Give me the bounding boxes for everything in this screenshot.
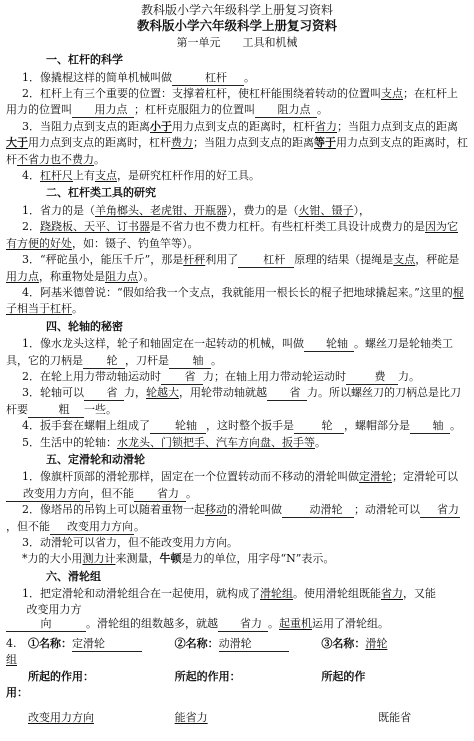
answer-blank: 省 — [84, 386, 124, 401]
s2-question-3: 3．“秤砣虽小，能压千斤”，那是杆秤利用了 杠杆 原理的结果（提绳是支点，秤砣是用力点，称重物处是阻力点）。 — [6, 253, 460, 283]
s1-question-1: 1．像撬棍这样的简单机械叫做 杠杆 。 — [22, 70, 255, 84]
answer-blank: 用力点 — [72, 103, 134, 118]
s5-question-1: 1．把定滑轮和动滑轮组合在一起使用，就构成了滑轮组。使用滑轮组既能省力，又能改变用力方向 。滑轮组的组数越多，就越 省力 。起重机运用了滑轮组。 — [6, 586, 468, 632]
answer-blank: 省力 — [218, 617, 268, 632]
answer-blank: 改变用力方向 — [6, 487, 90, 502]
section-title-pulleys: 五、定滑轮和动滑轮 — [46, 452, 145, 466]
s2-question-1: 1．省力的是（羊角榔头、老虎钳、开瓶器），费力的是（火钳、镊子）， — [22, 203, 370, 217]
s3-question-3: 3．轮轴可以 省 力，轮越大，用轮带动轴就越 省 力。所以螺丝刀的刀柄总是比刀杆要 粗 一些。 — [6, 386, 461, 416]
answer-blank: 阻力点 — [255, 103, 317, 118]
s1-question-2: 2．杠杆上有三个重要的位置：支撑着杠杆，使杠杆能围绕着转动的位置叫支点；在杠杆上用力的位置叫 用力点 ；杠杆克服阻力的位置叫 阻力点 。 — [6, 87, 458, 117]
answer-blank: 粗 — [28, 403, 84, 418]
s2-question-4: 4．阿基米德曾说：“假如给我一个支点，我就能用一根长长的棍子把地球撬起来。”这里的棍子相当于杠杆。 — [6, 285, 464, 316]
answer-blank: 轮轴 — [304, 337, 354, 352]
s3-question-2: 2．在轮上用力带动轴运动时 省 力；在轴上用力带动轮运动时 费 力。 — [22, 369, 420, 383]
answer-blank: 轮 — [294, 419, 344, 434]
answer-blank: 改变用力方向 — [6, 603, 86, 632]
pulley-function-2: 能省力 — [174, 710, 208, 724]
section-title-pulley-block: 六、滑轮组 — [46, 569, 101, 583]
pulley-name-2: ②名称：动滑轮 — [175, 636, 322, 652]
header-line1: 教科版小学六年级科学上册复习资料 — [140, 3, 333, 17]
pulley-name-3-cont: 组 — [6, 653, 17, 667]
answer-blank: 轴 — [410, 419, 450, 434]
answer-blank: 轴 — [169, 354, 211, 369]
answer-blank: 省 — [161, 370, 203, 385]
answer-blank: 杠杆 — [172, 71, 244, 86]
answer-blank: 费 — [346, 370, 398, 385]
answer-blank: 省力 — [134, 487, 186, 502]
s3-question-1: 1．像水龙头这样，轮子和轴固定在一起转动的机械，叫做 轮轴 。螺丝刀是轮轴类工具，它的刀柄是 轮 ，刀杆是 轴 。 — [6, 337, 453, 367]
pulley-name-1: ①名称：定滑轮 — [28, 636, 175, 652]
s4-question-3: 3．动滑轮可以省力，但不能改变用力方向。 — [22, 536, 238, 549]
pulley-names-row: 4. ①名称：定滑轮 ②名称：动滑轮 ③名称：滑轮 — [6, 636, 468, 652]
document-page — [0, 2, 474, 741]
s3-question-5: 5．生活中的轮轴：水龙头、门锁把手、汽车方向盘、扳手等。 — [22, 435, 326, 449]
s4-question-4: *力的大小用测力计来测量，牛顿是力的单位，用字母“N”表示。 — [22, 552, 335, 566]
s2-question-2: 2．跷跷板、天平、订书器是不省力也不费力杠杆。有些杠杆类工具设计成费力的是因为它有方便的好处，如：镊子、钓鱼竿等）。 — [6, 220, 458, 250]
answer-blank: 省力 — [420, 503, 460, 518]
s4-question-2: 2．像塔吊的吊钩上可以随着重物一起移动的滑轮叫做 动滑轮 ；动滑轮可以 省力，但不能 改变用力方向。 — [6, 503, 459, 533]
answer-blank: 改变用力方向 — [50, 520, 134, 535]
section-title-lever: 一、杠杆的科学 — [46, 53, 123, 67]
section-title-wheel-axle: 四、轮轴的秘密 — [46, 319, 123, 333]
pulley-function-3: 既能省 — [378, 710, 412, 724]
s3-question-4: 4．扳手套在螺帽上组成了 轮轴 ，这时整个扳手是 轮 ，螺帽部分是 轴 。 — [22, 419, 461, 433]
section-title-lever-tools: 二、杠杆类工具的研究 — [46, 186, 156, 200]
answer-blank: 轮 — [83, 354, 125, 369]
answer-blank: 动滑轮 — [282, 503, 354, 518]
s1-question-4: 4．杠杆尺上有支点，是研究杠杆作用的好工具。 — [22, 169, 260, 183]
pulley-function-labels: 所起的作用： 所起的作用： 所起的作 — [28, 669, 366, 683]
pulley-function-label-cont: 用： — [6, 686, 28, 700]
answer-blank: 省 — [267, 386, 307, 401]
answer-blank: 杠杆 — [238, 253, 294, 268]
pulley-name-3: ③名称：滑轮 — [321, 637, 388, 651]
s4-question-1: 1．像旗杆顶部的滑轮那样，固定在一个位置转动而不移动的滑轮叫做定滑轮；定滑轮可以改变用力方向，但不能 省力 。 — [6, 469, 468, 502]
unit-title: 第一单元 工具和机械 — [176, 35, 298, 49]
pulley-function-1: 改变用力方向 — [28, 710, 94, 724]
pulley-function-answers — [6, 710, 468, 726]
answer-blank: 轮轴 — [150, 419, 206, 434]
document-title: 教科版小学六年级科学上册复习资料 — [136, 18, 337, 34]
s1-question-3: 3．当阻力点到支点的距离小于用力点到支点的距离时，杠杆省力；当阻力点到支点的距离大于用力点到支点的距离时，杠杆费力；当阻力点到支点的距离等于用力点到支点的距离时，杠杆不省力也不费力。 — [6, 119, 468, 166]
